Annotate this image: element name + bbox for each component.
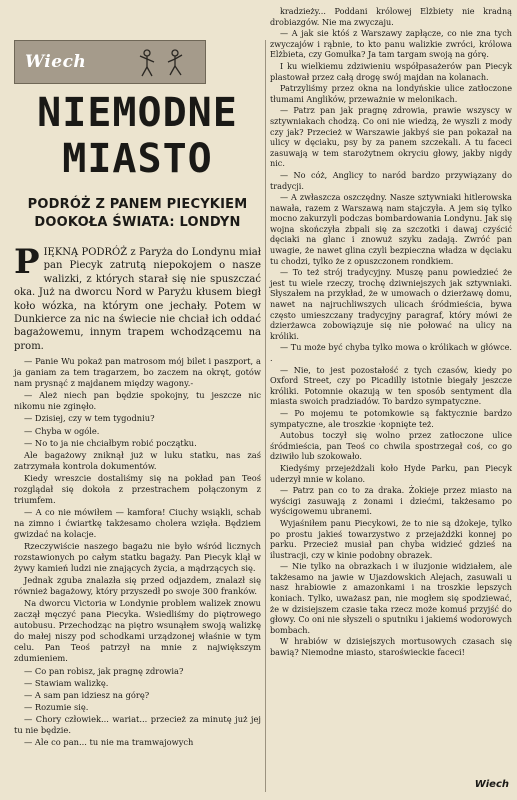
title-line-1: NIEMODNE bbox=[37, 90, 238, 136]
subtitle-line-1: PODRÓŻ Z PANEM PIECYKIEM bbox=[27, 197, 248, 212]
paragraph: Rzeczywiście naszego bagażu nie było wśród licznych rozstawionych po całym statku bagaży. Pan Piecyk klął w żywy kamień ludzi nie znających życia, a mądrzących się. bbox=[14, 541, 261, 574]
paragraph: — Patrz pan co to za draka. Żokieje przez miasto na wyścigi zasuwają z żonami i dziećmi, takżesamo po wyścigowemu ubranemi. bbox=[270, 485, 512, 517]
paragraph: Jednak zguba znalazła się przed odjazdem, znalazł się również bagażowy, który przyszedł po swoje 300 franków. bbox=[14, 575, 261, 597]
paragraph: Ale bagażowy zniknął już w luku statku, nas zaś zatrzymała kontrola dokumentów. bbox=[14, 449, 261, 471]
stick-figures-icon bbox=[135, 47, 195, 79]
title-line-2: MIASTO bbox=[62, 136, 213, 182]
paragraph: Kiedy wreszcie dostaliśmy się na pokład pan Teoś rozglądał się dokoła z przestrachem połączonym z triumfem. bbox=[14, 472, 261, 505]
paragraph: — A sam pan idziesz na górę? bbox=[24, 689, 150, 700]
paragraph: I ku wielkiemu zdziwieniu współpasażerów pan Piecyk plastował przez całą drogę swój majdan na kolanach. bbox=[270, 60, 512, 82]
paragraph: — A jak sie któś z Warszawy zapłącze, co nie zna tych zwyczajów i rąbnie, to kto panu walizkie zwróci, królowa Elżbieta, czy Gomułka? Ja tam targam swoją na górę. bbox=[270, 28, 512, 60]
paragraph: — Ale co pan... tu nie ma tramwajowych bbox=[24, 736, 194, 747]
paragraph: — No to ja nie chciałbym robić początku. bbox=[24, 437, 197, 448]
article-title bbox=[14, 90, 261, 182]
paragraph: — Patrz pan jak pragnę zdrowia, prawie wszyscy w sztywniakach chodzą. Co oni nie wiedzą, że wyszli z mody czy jak? Przecież w Warszawie jakbyś sie pan pokazał na ulicy w dęciaku, psy by za panem szczekali. A tu faceci zasuwają w tem starożytnem okryciu głowy, jakby nigdy nic. bbox=[270, 105, 512, 169]
paragraph: — Po mojemu te potomkowie są faktycznie bardzo sympatyczne, ale troszkie ·kopnięte też. bbox=[270, 407, 512, 429]
paragraph: Autobus toczył się wolno przez zatłoczone ulice śródmieścia, pan Teoś co chwila spostrzegał coś, co go dziwiło lub szokowało. bbox=[270, 430, 512, 462]
paragraph: — Chyba w ogóle. bbox=[24, 425, 100, 436]
paragraph: Kiedyśmy przejeżdżali koło Hyde Parku, pan Piecyk uderzył mnie w kolano. bbox=[270, 462, 512, 484]
paragraph: — Chory człowiek... wariat... przecież za minutę już jej tu nie będzie. bbox=[14, 713, 261, 735]
paragraph: — Ależ niech pan będzie spokojny, tu jeszcze nic nikomu nie zginęło. bbox=[14, 390, 261, 412]
paragraph: — A co nie mówiłem — kamfora! Ciuchy wsiąkli, schab na zimno i ćwiartkę takżesamo cholera wzięła. Będziem gwizdać na kolacje. bbox=[14, 506, 261, 539]
author-signature: Wiech bbox=[474, 779, 509, 790]
column-divider bbox=[265, 40, 266, 792]
paragraph: — A zwłaszcza oszczędny. Nasze sztywniaki hitlerowska nawała, razem z Warszawą nam stajczyła. A jem się tylko mocno zakurzyli podczas bombardowania Londynu. Jak się wojna skończyła zbpali się za szczotki i dawaj czyścić dęciaki na glanc i znowuż szyku zadają. Zwróć pan uwagie, że nawet glina czyli bezpieczna władza w dęciaku tu chodzi, tylko że z opuszczonem rondkiem. bbox=[270, 192, 512, 266]
paragraph: Patrzyliśmy przez okna na londyńskie ulice zatłoczone tłumami Anglików, przeważnie w melonikach. bbox=[270, 83, 512, 104]
paragraph: W hrabiów w dzisiejszych mortusowych czasach się bawią? Niemodne miasto, staroświeckie faceci! bbox=[270, 636, 512, 658]
lead-paragraph bbox=[14, 242, 261, 353]
paragraph: — Co pan robisz, jak pragnę zdrowia? bbox=[24, 665, 184, 676]
subtitle-line-2: DOOKOŁA ŚWIATA: LONDYN bbox=[34, 215, 241, 230]
article-subtitle bbox=[14, 196, 261, 232]
column-masthead bbox=[14, 40, 206, 84]
paragraph: — Nie tylko na obrazkach i w iluzjonie widziałem, ale takżesamo na jawie w Ujazdowskich Alejach, zasuwali u nasz hrabiowie z amazonkami i na troszkie lepszych koniach. Tylko, uważasz pan, nie mogłem się spodziewać, że w dzisiejszem czasie taka rzecz może komuś przyjść do głowy. Co oni nie słyszeli o sputniku i jakiemś wodorowych bombach. bbox=[270, 561, 512, 635]
paragraph: — Stawiam walizkę. bbox=[24, 677, 109, 688]
article-body-left bbox=[14, 242, 261, 749]
paragraph: kradzieży... Poddani królowej Elżbiety nie kradną drobiazgów. Nie ma zwyczaju. bbox=[270, 6, 512, 27]
paragraph: Wyjaśniłem panu Piecykowi, że to nie są dżokeje, tylko po prostu jakieś towarzystwo z przejażdżki konnej po parku. Przecież musiał pan chyba widzieć gdzieś na ilustracji, czy w kinie podobny obrazek. bbox=[270, 517, 512, 560]
paragraph: — To też strój tradycyjny. Muszę panu powiedzieć że jest tu wiele rzeczy, trochę dziwniejszych jak sztywniaki. Słyszałem na przykład, że w umowach o dzierżawę domu, nawet na najruchliwszych ulicach śródmieścia, bywa często umieszczany tradycyjny paragraf, który mówi że dzierżawca zobowiązuje się nie połować na ulicy na króliki. bbox=[270, 267, 512, 341]
paragraph: — Rozumie się. bbox=[24, 701, 89, 712]
lead-text: IĘKNĄ PODRÓŻ z Paryża do Londynu miał pan Piecyk zatrutą niepokojem o nasze walizki, z których starał się nie spuszczać oka. Już na dworcu Nord w Paryżu kłusem biegł koło wózka, na którym one jechały. Potem w Dunkierce za nic na świecie nie chciał ich oddać bagażowemu, innym trapem wchodzącemu na prom. bbox=[14, 247, 261, 352]
article-body-right bbox=[270, 6, 512, 659]
paragraph: — Panie Wu pokaż pan matrosom mój bilet i paszport, a ja ganiam za tem tragarzem, bo zaczem na okręt, gotów nam prysnąć z majdanem między wagony.- bbox=[14, 356, 261, 389]
column-label: Wiech bbox=[25, 52, 87, 72]
paragraph: — Tu może być chyba tylko mowa o królikach w główce. . bbox=[270, 342, 512, 363]
paragraph: Na dworcu Victoria w Londynie problem walizek znowu zaczął męczyć pana Piecyka. Wsiedliśmy do piętrowego autobusu. Przechodząc na piętro wsunąłem swoją walizkę do małej niszy pod schodkami urządzonej właśnie w tym celu. Pan Teoś patrzył na mnie z największym zdumieniem. bbox=[14, 598, 261, 664]
paragraph: — Nie, to jest pozostałość z tych czasów, kiedy po Oxford Street, czy po Picadilly istotnie biegały jeszcze króliki. Potomnie okazują w ten sposób sentyment dla miasta swoich pradziadów. To bardzo sympatyczne. bbox=[270, 364, 512, 407]
paragraph: — Dzisiej, czy w tem tygodniu? bbox=[24, 413, 155, 424]
drop-cap: P bbox=[14, 242, 40, 282]
paragraph: — No cóż, Anglicy to naród bardzo przywiązany do tradycji. bbox=[270, 169, 512, 191]
